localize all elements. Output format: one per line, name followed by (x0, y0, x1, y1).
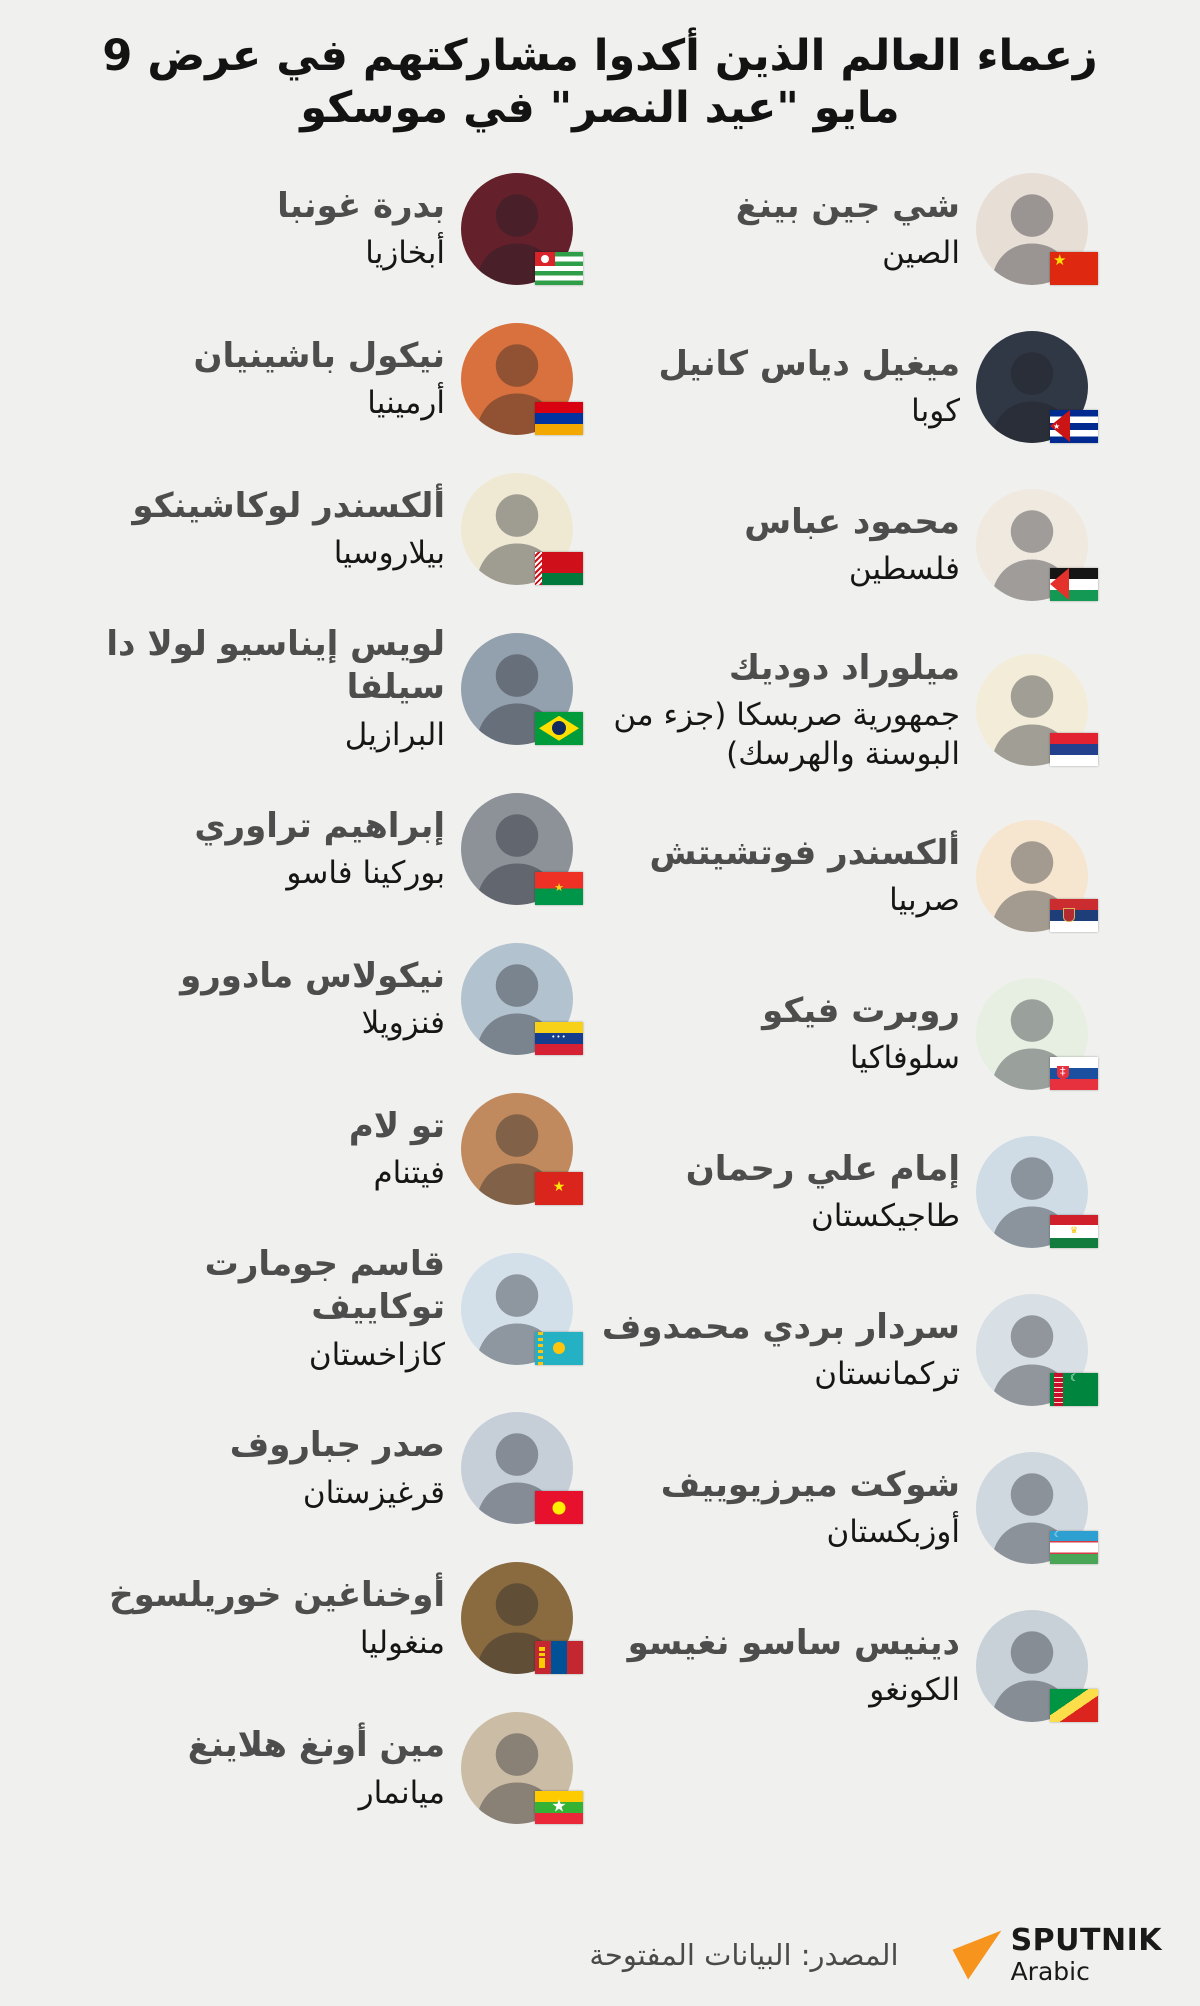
leader-country: كازاخستان (308, 1336, 445, 1373)
leader-entry (84, 1412, 573, 1524)
leader-text (84, 1724, 445, 1812)
leader-country: سلوفاكيا (849, 1040, 960, 1077)
leader-text (599, 1622, 960, 1710)
flag-armenia-icon (535, 402, 583, 435)
flag-belarus-icon (535, 552, 583, 585)
leader-text (84, 623, 445, 755)
leader-text (84, 1574, 445, 1662)
leader-photo (976, 1136, 1088, 1248)
sputnik-logo-text (1010, 1923, 1162, 1986)
leader-photo (461, 1412, 573, 1524)
leader-entry (599, 1136, 1088, 1248)
leader-text (599, 1464, 960, 1552)
source-text: المصدر: البيانات المفتوحة (589, 1938, 899, 1972)
leader-entry (84, 173, 573, 285)
leader-entry (84, 1093, 573, 1205)
leader-name: ألكسندر فوتشيتش (649, 832, 960, 873)
leader-country: بيلاروسيا (333, 535, 445, 572)
leader-photo (976, 173, 1088, 285)
leader-text (599, 185, 960, 273)
leader-name: نيكولاس مادورو (180, 955, 445, 996)
leader-name: شي جين بينغ (735, 185, 960, 226)
flag-burkina-faso-icon (535, 872, 583, 905)
leader-name: إبراهيم تراوري (194, 805, 445, 846)
leader-name: أوخناغين خوريلسوخ (109, 1575, 445, 1616)
flag-uzbekistan-icon (1050, 1531, 1098, 1564)
leader-text (599, 990, 960, 1078)
leader-entry (84, 323, 573, 435)
leader-country: بوركينا فاسو (286, 855, 445, 892)
leader-name: قاسم جومارت توكاييف (204, 1243, 445, 1328)
flag-republika-srpska-icon (1050, 733, 1098, 766)
leaders-grid (0, 173, 1200, 1825)
leader-entry (599, 173, 1088, 285)
leader-text (599, 647, 960, 774)
infographic-title: زعماء العالم الذين أكدوا مشاركتهم في عرض 9 مايو "عيد النصر" في موسكو (102, 31, 1098, 134)
leader-photo (976, 1452, 1088, 1564)
leader-photo (461, 793, 573, 905)
flag-myanmar-icon (535, 1791, 583, 1824)
leader-country: كوبا (911, 393, 960, 430)
leader-entry (599, 489, 1088, 601)
flag-turkmenistan-icon (1050, 1373, 1098, 1406)
leader-entry (84, 1712, 573, 1824)
leader-name: صدر جباروف (229, 1425, 445, 1466)
sputnik-logo (951, 1923, 1162, 1986)
flag-palestine-icon (1050, 568, 1098, 601)
leader-name: بدرة غونبا (277, 185, 445, 226)
leader-name: لويس إيناسيو لولا دا سيلفا (106, 623, 445, 708)
leader-name: سردار بردي محمدوف (601, 1306, 960, 1347)
leaders-column-right (599, 173, 1088, 1825)
flag-kazakhstan-icon (535, 1332, 583, 1365)
leader-text (599, 832, 960, 920)
leader-name: محمود عباس (744, 501, 960, 542)
leader-entry (599, 978, 1088, 1090)
leader-country: أبخازيا (365, 235, 445, 272)
flag-abkhazia-icon (535, 252, 583, 285)
leader-name: شوكت ميرزيوييف (660, 1464, 960, 1505)
leader-text (599, 343, 960, 431)
leader-text (84, 185, 445, 273)
leader-country: قرغيزستان (302, 1474, 445, 1511)
leader-photo (976, 489, 1088, 601)
leader-photo (461, 1093, 573, 1205)
leader-entry (599, 647, 1088, 774)
sputnik-logo-main: SPUTNIK (1010, 1923, 1162, 1958)
flag-tajikistan-icon (1050, 1215, 1098, 1248)
leader-name: ميغيل دياس كانيل (658, 343, 960, 384)
leader-country: الكونغو (869, 1672, 960, 1709)
leader-text (84, 1424, 445, 1512)
sputnik-logo-icon (951, 1929, 1003, 1981)
flag-vietnam-icon (535, 1172, 583, 1205)
leader-country: فيتنام (373, 1155, 445, 1192)
leader-country: فنزويلا (361, 1005, 445, 1042)
sputnik-logo-sub: Arabic (1010, 1957, 1090, 1986)
leader-photo (976, 1610, 1088, 1722)
leader-photo (976, 978, 1088, 1090)
leader-text (84, 485, 445, 573)
leader-entry (84, 793, 573, 905)
flag-cuba-icon (1050, 410, 1098, 443)
leader-country: أرمينيا (367, 385, 445, 422)
leader-entry (599, 331, 1088, 443)
flag-slovakia-icon (1050, 1057, 1098, 1090)
footer (589, 1923, 1162, 1986)
leader-entry (599, 1294, 1088, 1406)
leader-name: نيكول باشينيان (193, 335, 445, 376)
leader-text (599, 1148, 960, 1236)
leader-country: الصين (882, 235, 960, 272)
leader-photo (976, 820, 1088, 932)
leader-text (84, 955, 445, 1043)
leader-photo (461, 943, 573, 1055)
leader-text (599, 1306, 960, 1394)
flag-mongolia-icon (535, 1641, 583, 1674)
leader-text (84, 335, 445, 423)
leader-entry (599, 1610, 1088, 1722)
leader-entry (84, 473, 573, 585)
flag-venezuela-icon (535, 1022, 583, 1055)
leader-country: صربيا (889, 882, 960, 919)
leader-name: ميلوراد دوديك (728, 647, 960, 688)
leader-photo (461, 173, 573, 285)
leader-photo (461, 1712, 573, 1824)
leader-country: جمهورية صربسكا (جزء من البوسنة والهرسك) (613, 697, 960, 773)
leader-photo (976, 331, 1088, 443)
flag-kyrgyzstan-icon (535, 1491, 583, 1524)
leader-country: منغوليا (359, 1624, 445, 1661)
leader-entry (599, 1452, 1088, 1564)
leader-country: ميانمار (358, 1774, 445, 1811)
leader-entry (84, 1562, 573, 1674)
leader-name: مين أونغ هلاينغ (187, 1725, 445, 1766)
leader-country: فلسطين (848, 551, 960, 588)
leader-photo (461, 1562, 573, 1674)
leader-text (84, 805, 445, 893)
leader-country: البرازيل (344, 716, 445, 753)
leader-name: روبرت فيكو (762, 990, 960, 1031)
leader-name: ألكسندر لوكاشينكو (132, 485, 445, 526)
leader-text (84, 1243, 445, 1375)
leader-photo (461, 1253, 573, 1365)
leader-photo (461, 473, 573, 585)
leader-country: طاجيكستان (811, 1198, 960, 1235)
leader-photo (461, 633, 573, 745)
leader-text (84, 1105, 445, 1193)
leaders-column-left (84, 173, 573, 1825)
leader-photo (976, 1294, 1088, 1406)
leader-photo (461, 323, 573, 435)
leader-text (599, 501, 960, 589)
leader-country: تركمانستان (814, 1356, 960, 1393)
flag-congo-icon (1050, 1689, 1098, 1722)
leader-entry (84, 623, 573, 755)
leader-name: تو لام (348, 1105, 445, 1146)
flag-serbia-icon (1050, 899, 1098, 932)
leader-entry (84, 1243, 573, 1375)
leader-name: إمام علي رحمان (685, 1148, 960, 1189)
leader-entry (84, 943, 573, 1055)
leader-entry (599, 820, 1088, 932)
flag-brazil-icon (535, 712, 583, 745)
leader-photo (976, 654, 1088, 766)
leader-country: أوزبكستان (826, 1514, 960, 1551)
leader-name: دينيس ساسو نغيسو (627, 1622, 960, 1663)
flag-china-icon (1050, 252, 1098, 285)
